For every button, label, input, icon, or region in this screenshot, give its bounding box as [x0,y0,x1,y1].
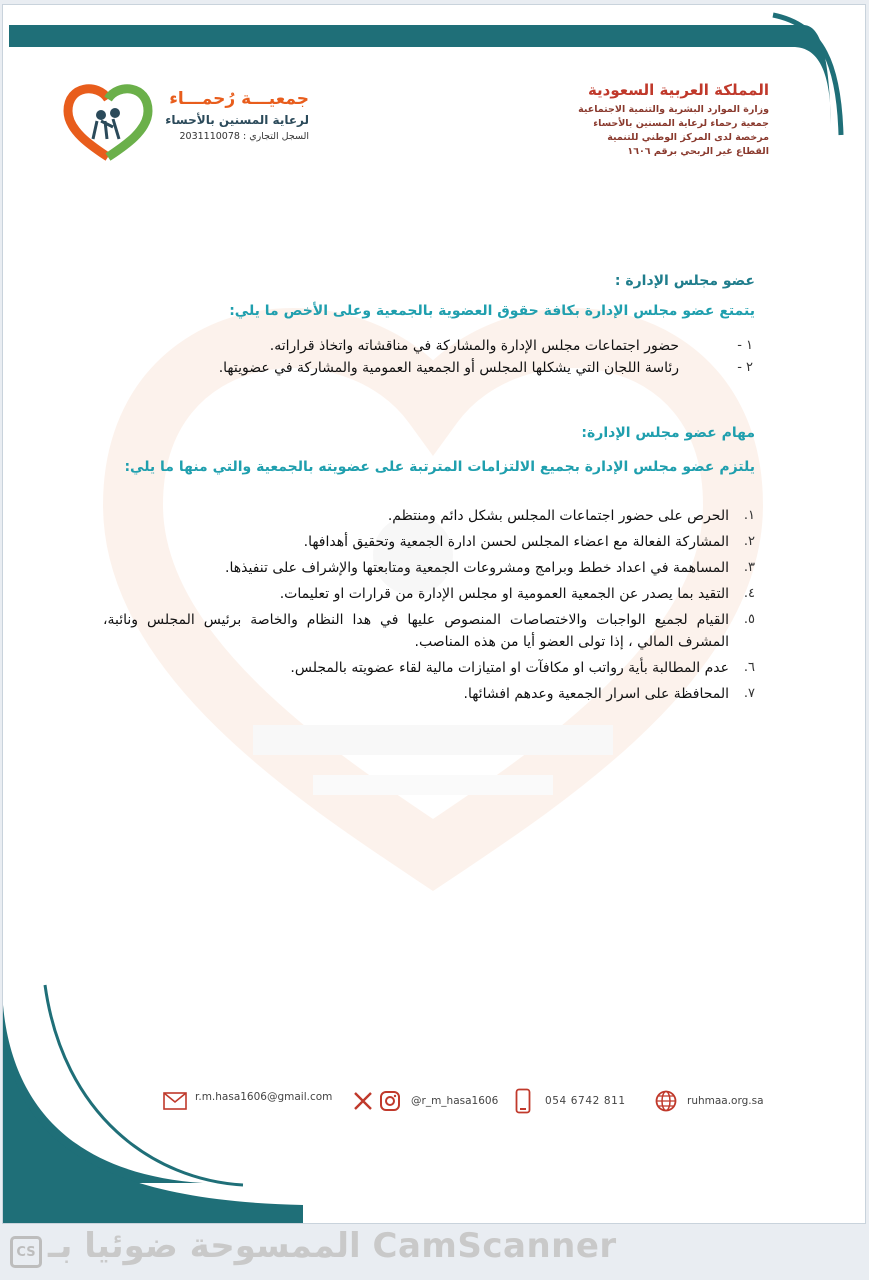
document-body [103,273,755,705]
letter-page [2,4,866,1224]
email-contact[interactable] [163,1087,332,1115]
item-number: ١ - [737,338,753,353]
x-logo-icon [353,1091,373,1111]
contact-footer [163,1087,783,1117]
list-item [103,657,755,679]
list-item [103,583,755,605]
association-line: جمعية رحماء لرعاية المسنين بالأحساء [593,118,769,129]
ministry-header [529,81,769,159]
camscanner-watermark [0,1224,869,1280]
association-name: جمعيـــة رُحمـــاء [169,89,309,109]
item-number: ٢. [743,534,755,549]
ministry-line: وزارة الموارد البشرية والتنمية الاجتماعية [578,104,769,115]
section2-subtitle: يلتزم عضو مجلس الإدارة بجميع الالتزامات المترتبة على عضويته بالجمعية والتي منها ما يلي: [124,459,755,475]
website-text[interactable]: ruhmaa.org.sa [687,1095,764,1107]
phone-number[interactable]: 054 6742 811 [545,1095,626,1107]
social-handle[interactable]: @r_m_hasa1606 [411,1095,499,1107]
item-text: رئاسة اللجان التي يشكلها المجلس أو الجمعية العمومية والمشاركة في عضويتها. [218,360,679,376]
section1-subtitle: يتمتع عضو مجلس الإدارة بكافة حقوق العضوية بالجمعية وعلى الأخص ما يلي: [229,303,755,319]
item-text: المساهمة في اعداد خطط وبرامج ومشروعات الجمعية ومتابعتها والإشراف على تنفيذها. [225,560,729,576]
section2-title: مهام عضو مجلس الإدارة: [581,425,755,441]
list-item [103,557,755,579]
list-item [103,683,755,705]
item-text: التقيد بما يصدر عن الجمعية العمومية او مجلس الإدارة من قرارات او تعليمات. [279,586,729,602]
kingdom-title: المملكة العربية السعودية [587,81,769,99]
item-text: المشاركة الفعالة مع اعضاء المجلس لحسن ادارة الجمعية وتحقيق أهدافها. [303,534,729,550]
instagram-icon [379,1090,401,1112]
website-contact[interactable] [655,1087,764,1115]
list-item [103,335,753,357]
item-number: ٥. [743,612,755,627]
list-item [103,505,755,527]
item-text: القيام لجميع الواجبات والاختصاصات المنصوص عليها في هدا النظام والخاصة برئيس المجلس ونائبة، المشرف المالي ، إذا تولى العضو أيا من هذه المناصب. [103,612,729,650]
sector-line: القطاع غير الربحي برقم ١٦٠٦ [627,146,769,157]
item-number: ١. [743,508,755,523]
item-text: عدم المطالبة بأية رواتب او مكافآت او امتيازات مالية لقاء عضويته بالمجلس. [290,660,729,676]
item-number: ٤. [743,586,755,601]
item-text: حضور اجتماعات مجلس الإدارة والمشاركة في مناقشاته واتخاذ قراراته. [269,338,679,354]
item-text: الحرص على حضور اجتماعات المجلس بشكل دائم ومنتظم. [387,508,729,524]
globe-icon [655,1090,677,1112]
email-text[interactable]: r.m.hasa1606@gmail.com [195,1091,333,1103]
item-number: ٢ - [737,360,753,375]
item-text: المحافظة على اسرار الجمعية وعدهم افشائها. [463,686,729,702]
association-brand [63,81,323,161]
item-number: ٣. [743,560,755,575]
camscanner-logo-icon: CS [10,1236,42,1268]
list-item [103,609,755,653]
item-number: ٧. [743,686,755,701]
association-subtitle: لرعاية المسنين بالأحساء [165,113,309,127]
phone-contact[interactable] [515,1087,626,1115]
heart-logo-icon [63,81,153,161]
social-contact[interactable] [353,1087,498,1115]
list-item [103,531,755,553]
license-line: مرخصة لدى المركز الوطني للتنمية [607,132,769,143]
phone-icon [515,1088,531,1114]
camscanner-text: الممسوحة ضوئيا بـ CamScanner [48,1226,617,1266]
item-number: ٦. [743,660,755,675]
envelope-icon [163,1092,187,1110]
list-item [103,357,753,379]
registration-number: السجل التجاري : 2031110078 [179,131,309,142]
section1-title: عضو مجلس الإدارة : [614,273,755,289]
